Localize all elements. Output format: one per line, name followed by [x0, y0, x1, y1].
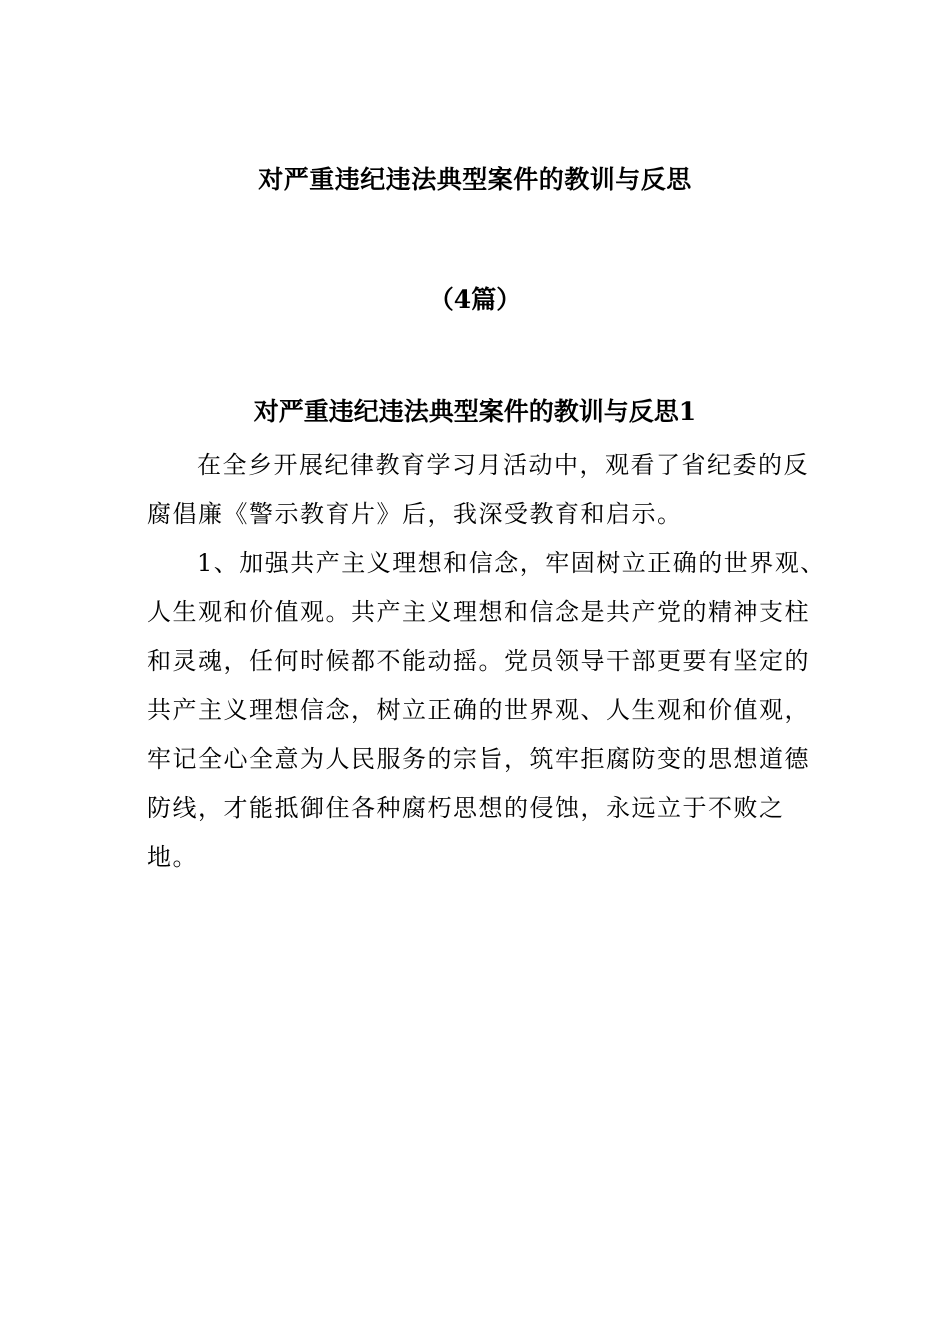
body-paragraph-point-1: 1、加强共产主义理想和信念，牢固树立正确的世界观、人生观和价值观。共产主义理想和信念是共产党的精神支柱和灵魂，任何时候都不能动摇。党员领导干部更要有坚定的共产主义理想信念，树立正确的世界观、人生观和价值观，牢记全心全意为人民服务的宗旨，筑牢拒腐防变的思想道德防线，才能抵御住各种腐朽思想的侵蚀，永远立于不败之地。 [147, 549, 826, 871]
document-title: 对严重违纪违法典型案件的教训与反思 [258, 165, 692, 194]
section-heading: 对严重违纪违法典型案件的教训与反思1 [253, 397, 697, 426]
article-count-label: （4篇） [428, 285, 522, 314]
body-paragraph-intro: 在全乡开展纪律教育学习月活动中，观看了省纪委的反腐倡廉《警示教育片》后，我深受教育和启示。 [147, 451, 809, 528]
